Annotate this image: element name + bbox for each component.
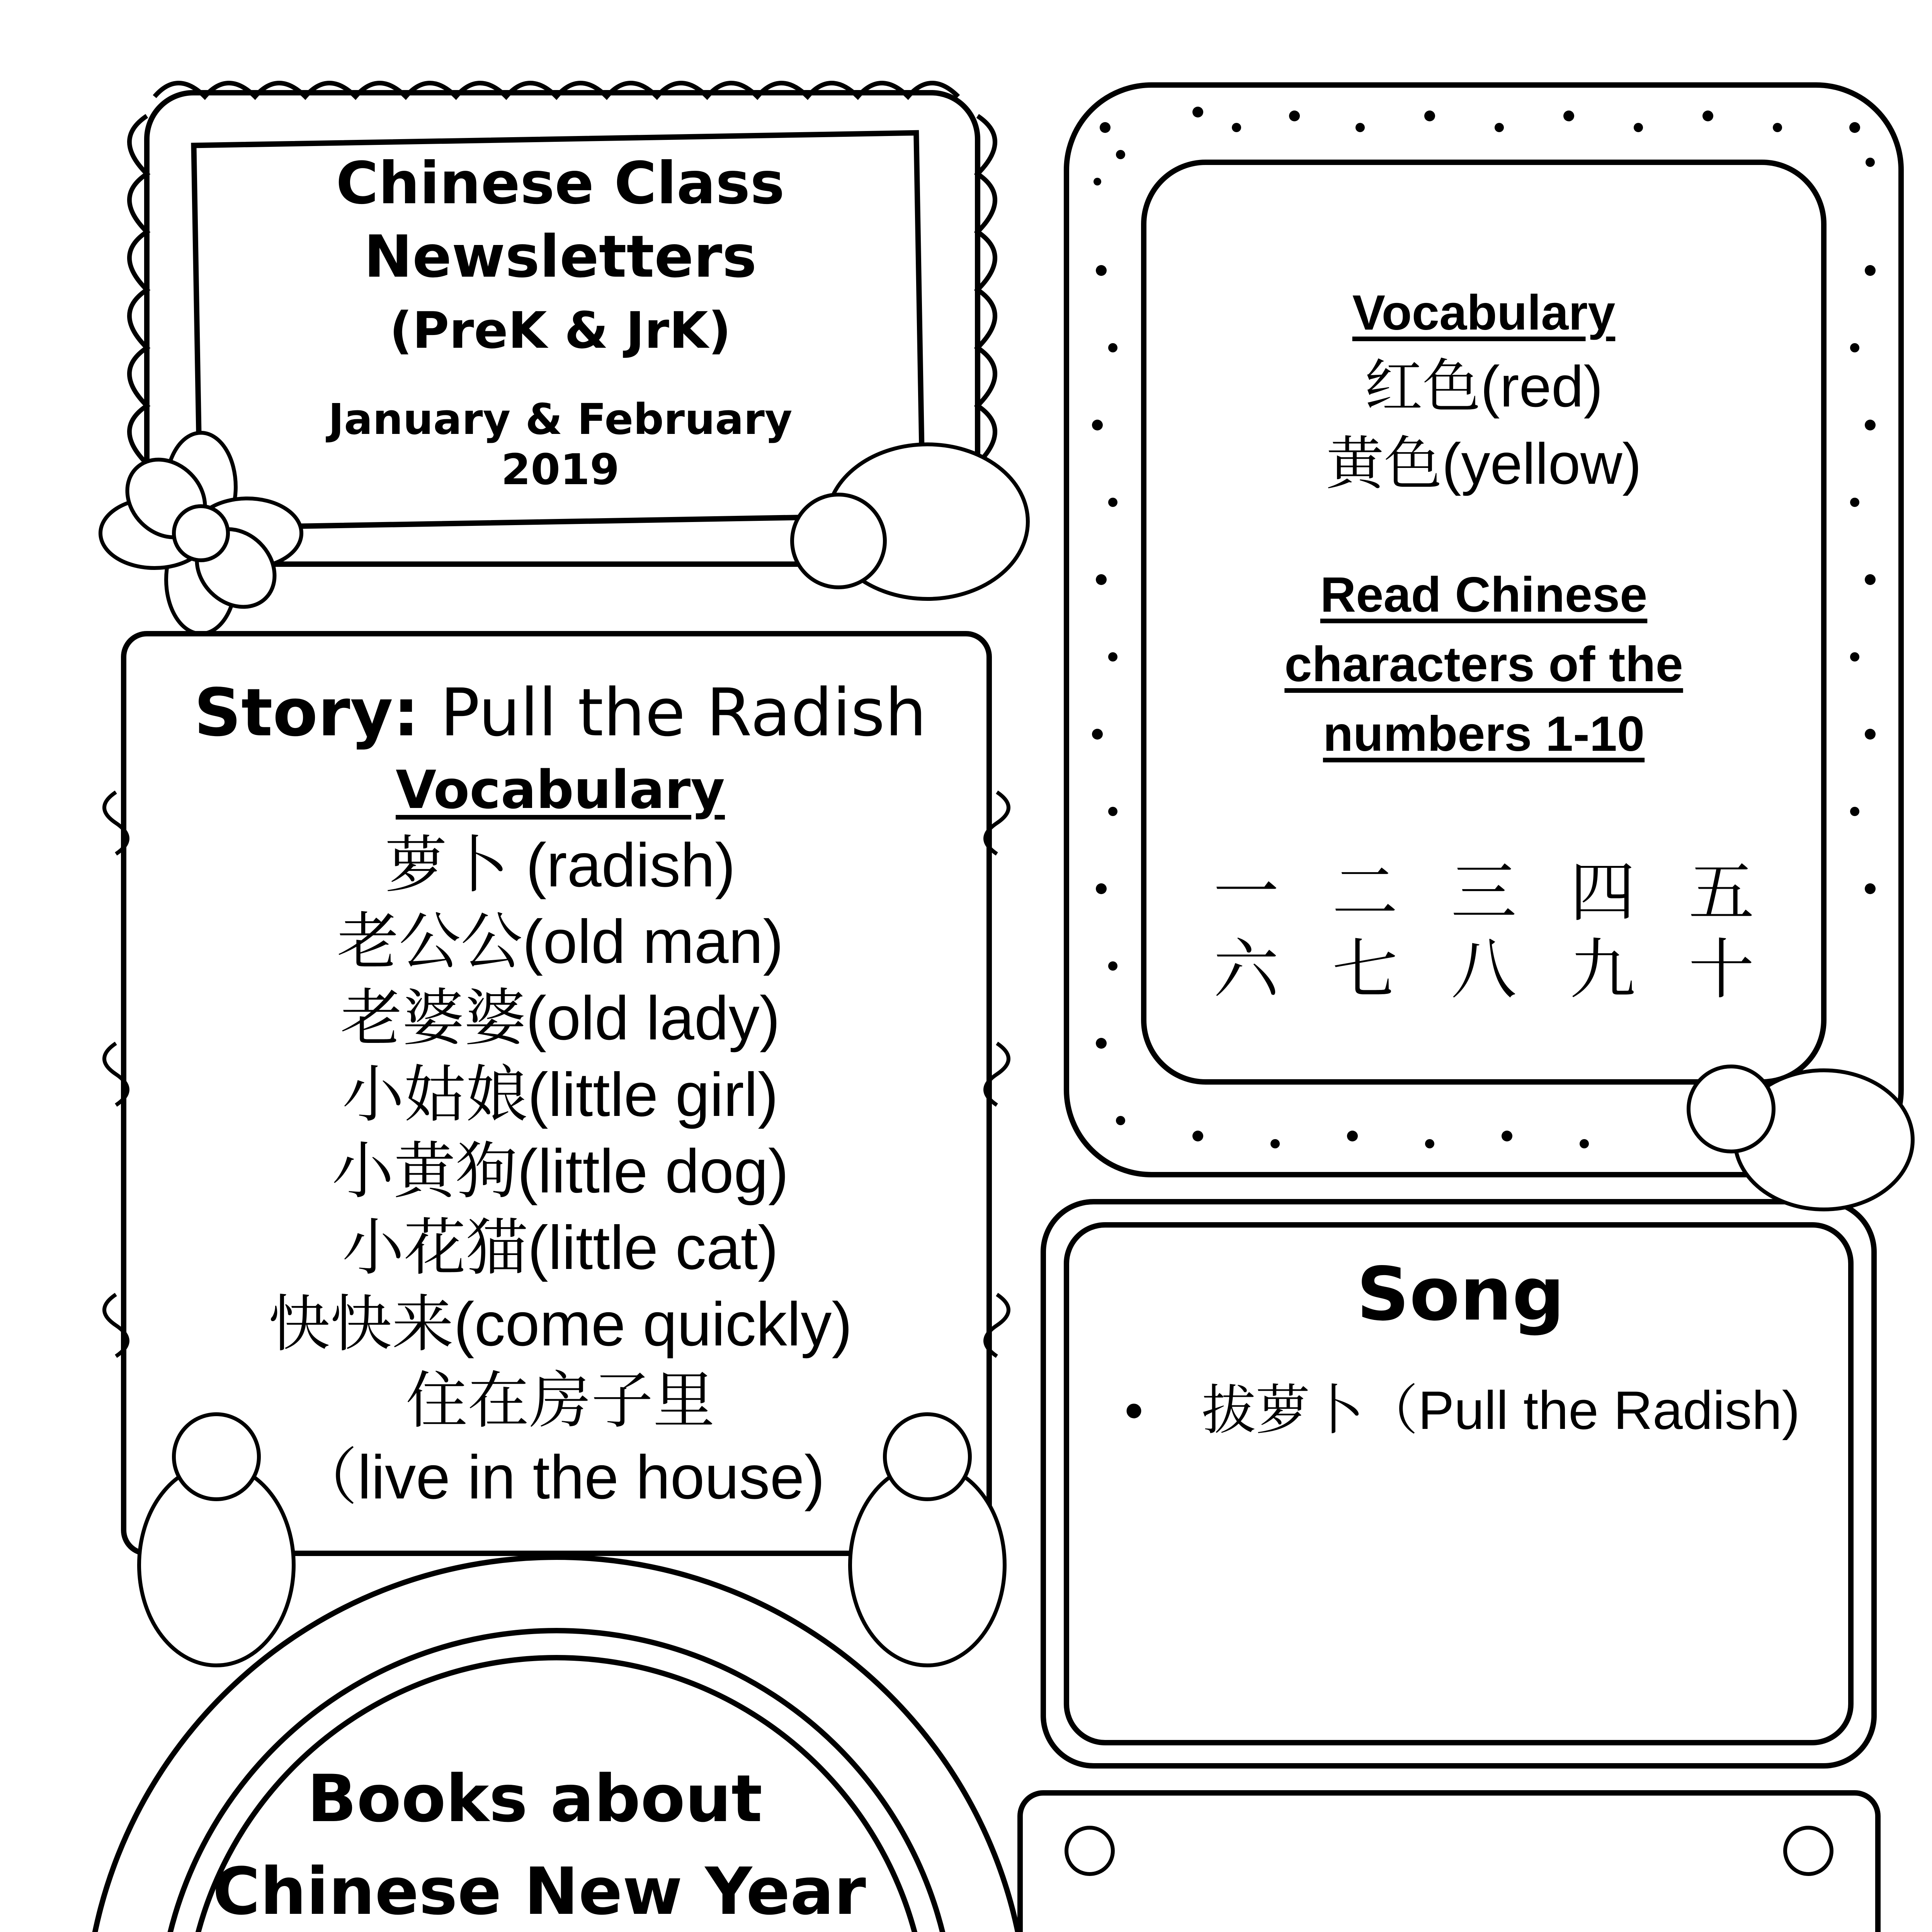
- number-char: 一: [1213, 856, 1279, 929]
- story-vocab-list: [162, 827, 958, 1515]
- number-char: 七: [1332, 933, 1398, 1007]
- bullet-icon: •: [1124, 1380, 1144, 1440]
- books-block: [213, 1754, 912, 1932]
- story-word: 小花猫(little cat): [342, 1213, 779, 1282]
- newsletter-date: January & February: [328, 395, 793, 444]
- song-heading: Song: [1356, 1252, 1565, 1337]
- number-char: 十: [1688, 933, 1754, 1007]
- story-name: Pull the Radish: [440, 675, 927, 751]
- contact-frame: [1020, 1793, 1878, 1932]
- number-char: 六: [1213, 933, 1279, 1007]
- numbers-heading: Read Chinese characters of the numbers 1-10: [1284, 567, 1683, 762]
- vocab-heading: Vocabulary: [1352, 285, 1616, 340]
- vocab-block: [1182, 278, 1785, 1009]
- story-word: 老婆婆(old lady): [340, 983, 781, 1053]
- books-heading: Books about: [307, 1761, 763, 1837]
- story-title: [162, 672, 958, 753]
- story-word: 小黄狗(little dog): [332, 1136, 789, 1206]
- number-char: 九: [1570, 933, 1636, 1007]
- vocab-word: 黄色(yellow): [1326, 431, 1642, 496]
- story-word: 萝卜 (radish): [385, 830, 736, 900]
- header-block: [247, 147, 873, 495]
- newsletter-subtitle: (PreK & JrK): [389, 301, 731, 360]
- song-item: • 拔萝卜（Pull the Radish): [1202, 1376, 1839, 1445]
- numbers-row-1: [1213, 854, 1754, 931]
- books-heading-line2: Chinese New Year: [213, 1854, 866, 1929]
- newsletter-year: 2019: [501, 445, 620, 494]
- number-char: 二: [1332, 856, 1398, 929]
- numbers-row-2: [1213, 931, 1754, 1009]
- story-block: [162, 672, 958, 1515]
- number-char: 三: [1451, 856, 1517, 929]
- vocab-word: 红色(red): [1364, 354, 1603, 419]
- story-word: 快快来(come quickly): [268, 1289, 852, 1359]
- story-word: 住在房子里: [405, 1366, 715, 1435]
- story-word: 老公公(old man): [337, 907, 784, 976]
- story-label: Story:: [194, 675, 420, 751]
- newsletter-title: Chinese Class: [336, 150, 785, 217]
- story-word: （live in the house): [296, 1442, 825, 1512]
- number-char: 五: [1688, 856, 1754, 929]
- story-vocab-heading: Vocabulary: [396, 760, 725, 821]
- newsletter-title-line2: Newsletters: [364, 223, 757, 291]
- story-word: 小姑娘(little girl): [342, 1060, 779, 1129]
- song-list: [1082, 1376, 1839, 1445]
- song-block: [1082, 1248, 1839, 1445]
- number-char: 四: [1570, 856, 1636, 929]
- number-char: 八: [1451, 933, 1517, 1007]
